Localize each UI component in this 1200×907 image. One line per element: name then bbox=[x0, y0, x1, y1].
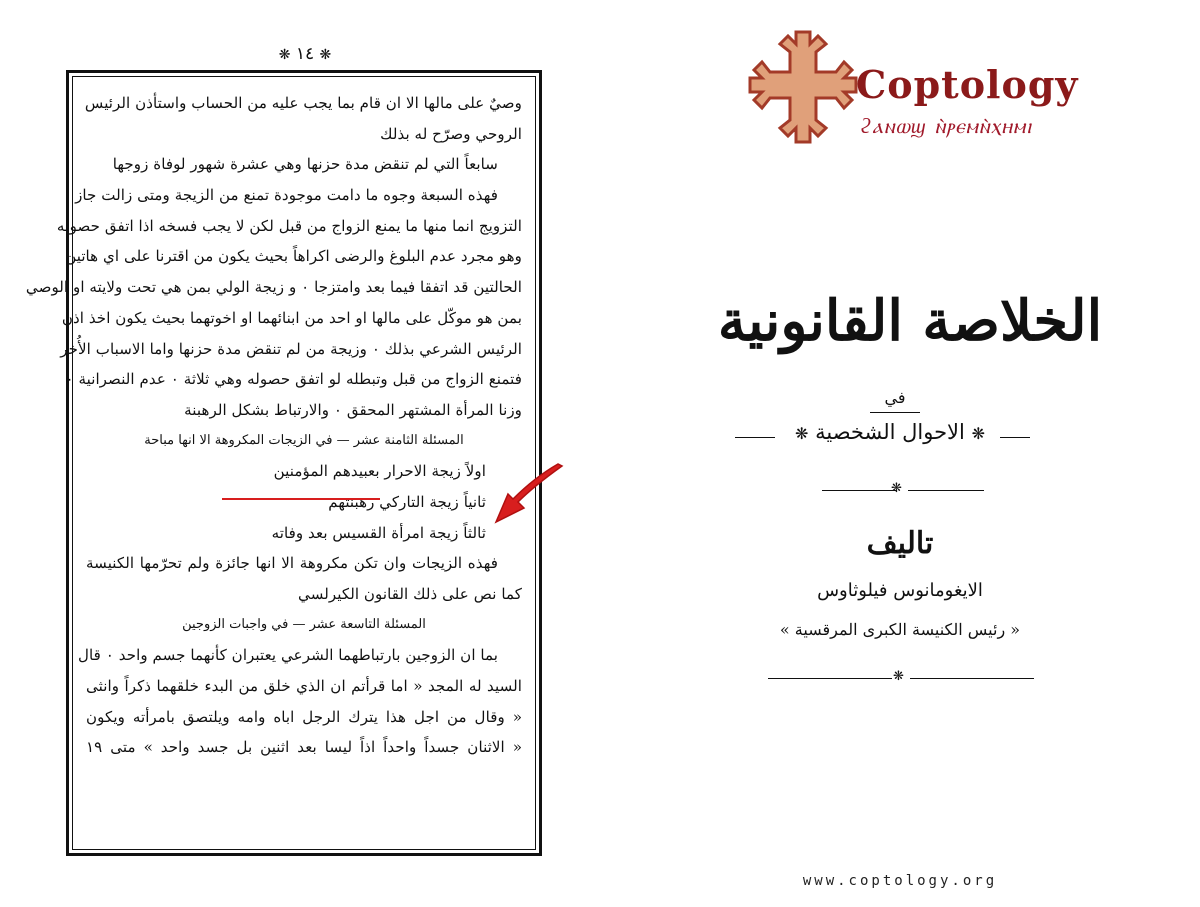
website-url: www.coptology.org bbox=[802, 873, 998, 889]
text-line: « وقال من اجل هذا يترك الرجل اباه وامه ويلتصق بامرأته ويكون bbox=[86, 707, 522, 726]
text-line: سابعاً التي لم تنقض مدة حزنها وهي عشرة شهور لوفاة زوجها bbox=[112, 155, 498, 174]
author-title: « رئيس الكنيسة الكبرى المرقسية » bbox=[779, 620, 1021, 639]
text-line: فهذه الزيجات وان تكن مكروهة الا انها جائزة ولم تحرّمها الكنيسة bbox=[86, 554, 498, 573]
list-item: ثانياً زيجة التاركي رهبنتهم bbox=[328, 492, 486, 511]
author-name: الايغومانوس فيلوثاوس bbox=[817, 580, 983, 601]
red-arrow-annotation-icon bbox=[488, 462, 568, 532]
section-19-heading: المسئلة التاسعة عشر — في واجبات الزوجين bbox=[182, 616, 426, 632]
ornament-icon: ❋ bbox=[278, 47, 291, 63]
diamond-ornament-icon: ❋ bbox=[893, 669, 904, 684]
taleef-heading: تاليف bbox=[866, 526, 934, 561]
logo-coptic-subtitle: ϩⲁⲛⲱϣ ⲛ̀ⲣⲉⲙⲛ̀ⲭⲏⲙⲓ bbox=[860, 114, 1033, 138]
text-line: وهو مجرد عدم البلوغ والرضى اكراهاً بحيث يكون من اقترنا على اي هاتين bbox=[65, 247, 522, 266]
ornament-icon: ❋ bbox=[319, 47, 332, 63]
ornament-icon: ❋ bbox=[795, 424, 809, 443]
title-fi: في bbox=[884, 388, 906, 407]
text-line: الرئيس الشرعي بذلك ٠ وزيجة من لم تنقض مدة حزنها واما الاسباب الأُخر bbox=[60, 339, 522, 358]
divider bbox=[870, 412, 920, 413]
page-body-text bbox=[25, 88, 522, 763]
red-underline-annotation bbox=[222, 498, 380, 500]
logo-title: Coptology bbox=[856, 62, 1079, 107]
divider bbox=[822, 490, 896, 491]
ornament-icon: ❋ bbox=[971, 424, 985, 443]
text-line: فتمنع الزواج من قبل وتبطله لو اتفق حصوله وهي ثلاثة ٠ عدم النصرانية ٠ bbox=[65, 370, 522, 389]
page-number-header bbox=[250, 44, 360, 64]
text-line: التزويج انما منها ما يمنع الزواج من قبل لكن لا يجب فسخه اذا اتفق حصوله bbox=[56, 216, 522, 235]
text-line: بما ان الزوجين بارتباطهما الشرعي يعتبران كأنهما جسم واحد ٠ قال bbox=[77, 646, 498, 665]
diamond-ornament-icon: ❋ bbox=[891, 481, 902, 496]
text-line: فهذه السبعة وجوه ما دامت موجودة تمنع من الزيجة ومتى زالت جاز bbox=[75, 186, 498, 205]
text-line: السيد له المجد « اما قرأتم ان الذي خلق من البدء خلقهما ذكراً وانثى bbox=[86, 677, 522, 696]
divider bbox=[768, 678, 892, 679]
section-18-heading: المسئلة الثامنة عشر — في الزيجات المكروهة الا انها مباحة bbox=[144, 432, 464, 448]
book-subtitle bbox=[760, 420, 1020, 444]
text-line: بمن هو موكّل على مالها او احد من ابنائهما او اخوتهما بحيث يكون اخذ اذن bbox=[61, 308, 522, 327]
text-line: الروحي وصرّح له بذلك bbox=[380, 124, 522, 143]
page-number: ١٤ bbox=[295, 44, 315, 64]
book-title: الخلاصة القانونية bbox=[717, 288, 1103, 354]
list-item: اولاً زيجة الاحرار بعبيدهم المؤمنين bbox=[273, 462, 486, 481]
text-line: « الاثنان جسداً واحداً اذاً ليسا بعد اثنين بل جسد واحد » متى ١٩ bbox=[86, 738, 522, 757]
text-line: وصيٌ على مالها الا ان قام بما يجب عليه من الحساب واستأذن الرئيس bbox=[84, 94, 522, 112]
divider bbox=[908, 490, 984, 491]
list-item: ثالثاً زيجة امرأة القسيس بعد وفاته bbox=[271, 523, 486, 542]
divider bbox=[910, 678, 1034, 679]
text-line: وزنا المرأة المشتهر المحقق ٠ والارتباط بشكل الرهبنة bbox=[184, 400, 522, 419]
book-subtitle-text: الاحوال الشخصية bbox=[815, 420, 965, 444]
text-line: كما نص على ذلك القانون الكيرلسي bbox=[298, 585, 522, 603]
text-line: الحالتين قد اتفقا فيما بعد وامتزجا ٠ و زيجة الولي بمن هي تحت ولايته او الوصي bbox=[25, 278, 522, 297]
